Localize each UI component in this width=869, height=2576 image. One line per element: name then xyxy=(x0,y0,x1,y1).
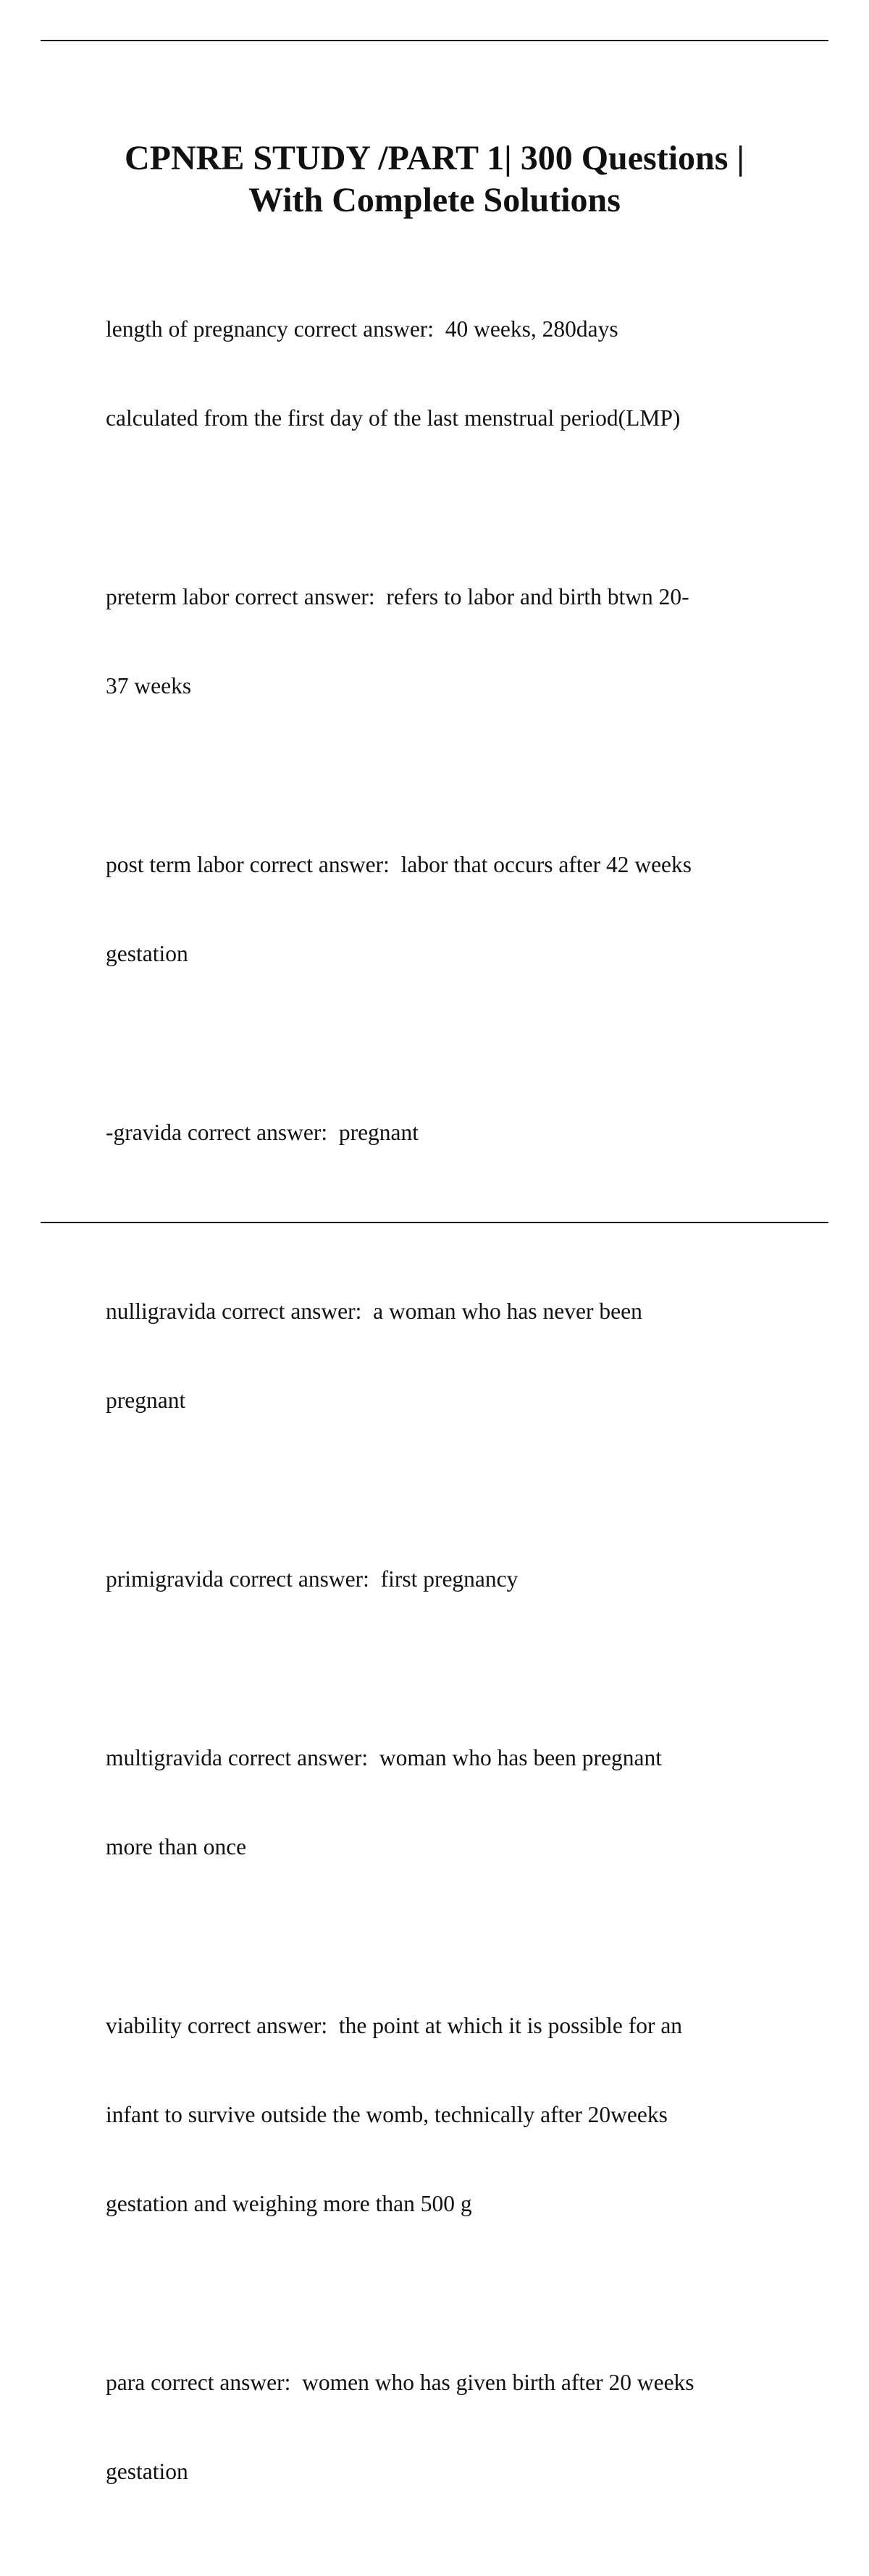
qa-line: post term labor correct answer: labor that occurs after 42 weeks xyxy=(106,852,692,877)
qa-item-multigravida xyxy=(106,1684,794,1921)
qa-line: viability correct answer: the point at which it is possible for an xyxy=(106,2013,683,2038)
qa-item-gravida xyxy=(106,1058,794,1207)
qa-line: 37 weeks xyxy=(106,673,192,698)
qa-line: infant to survive outside the womb, technically after 20weeks xyxy=(106,2102,668,2127)
qa-line: primigravida correct answer: first pregnancy xyxy=(106,1566,519,1592)
qa-line: length of pregnancy correct answer: 40 weeks, 280days xyxy=(106,316,618,342)
qa-line: preterm labor correct answer: refers to labor and birth btwn 20- xyxy=(106,584,689,609)
qa-line: more than once xyxy=(106,1834,247,1859)
qa-item-viability xyxy=(106,1951,794,2278)
qa-item-nulligravida xyxy=(106,1237,794,1474)
qa-line: multigravida correct answer: woman who has been pregnant xyxy=(106,1745,662,1770)
qa-line: gestation xyxy=(106,941,188,966)
qa-line: para correct answer: women who has given birth after 20 weeks xyxy=(106,2370,694,2395)
qa-list xyxy=(106,255,794,2576)
qa-line: gestation and weighing more than 500 g xyxy=(106,2191,472,2216)
qa-line: -gravida correct answer: pregnant xyxy=(106,1120,419,1145)
qa-line: calculated from the first day of the last menstrual period(LMP) xyxy=(106,405,681,431)
qa-item-post-term-labor xyxy=(106,790,794,1028)
qa-item-length-of-pregnancy xyxy=(106,255,794,492)
qa-item-preterm-labor xyxy=(106,523,794,760)
title-line-1: CPNRE STUDY /PART 1| 300 Questions | xyxy=(125,139,744,177)
title-line-2: With Complete Solutions xyxy=(248,181,621,219)
qa-line: pregnant xyxy=(106,1388,186,1413)
qa-item-primigravida xyxy=(106,1505,794,1653)
qa-line: nulligravida correct answer: a woman who has never been xyxy=(106,1298,642,1324)
qa-line: gestation xyxy=(106,2459,188,2484)
header-rule xyxy=(41,40,828,41)
document-title xyxy=(65,138,804,221)
footer-rule xyxy=(41,1222,828,1223)
qa-item-para xyxy=(106,2308,794,2546)
